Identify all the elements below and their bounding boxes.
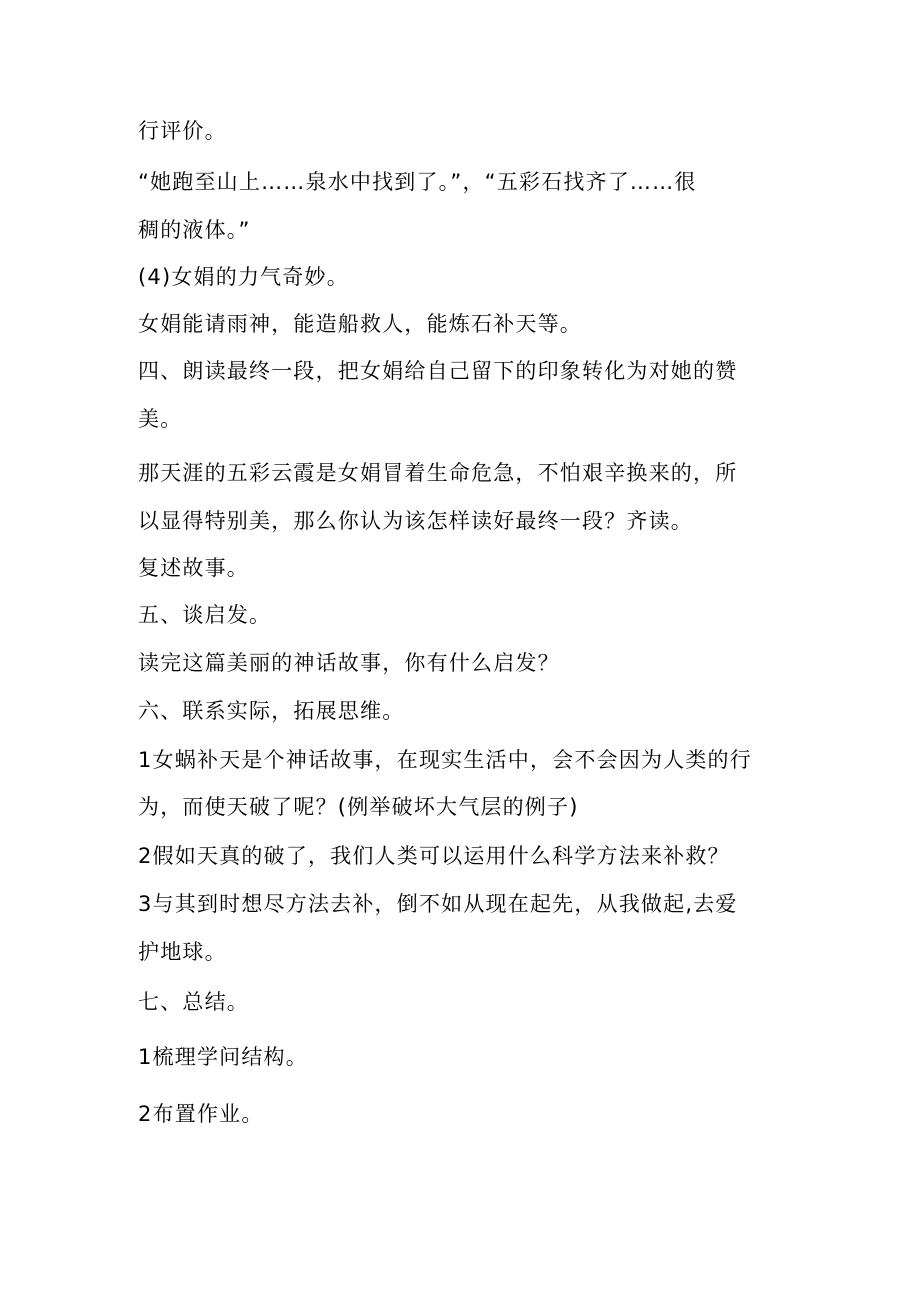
heading-section-four-end: 美。 [138,407,183,431]
list-item-1-end: 为，而使天破了呢？(例举破坏大气层的例子) [138,795,579,819]
list-item-3: 3与其到时想尽方法去补，倒不如从现在起先，从我做起,去爱 [138,892,738,916]
list-item-2: 2假如天真的破了，我们人类可以运用什么科学方法来补救？ [138,844,730,868]
text-line-strength: (4)女娟的力气奇妙。 [138,265,349,289]
text-line-clouds: 那天涯的五彩云霞是女娟冒着生命危急，不怕艰辛换来的，所 [138,461,738,485]
heading-section-four: 四、朗读最终一段，把女娟给自己留下的印象转化为对她的赞 [138,359,738,383]
text-line-clouds-end: 以显得特别美，那么你认为该怎样读好最终一段？齐读。 [138,509,693,533]
text-line-abilities: 女娟能请雨神，能造船救人，能炼石补天等。 [138,312,582,336]
text-line-inspiration: 读完这篇美丽的神话故事，你有什么启发？ [138,651,560,675]
list-item-1: 1女蜗补天是个神话故事，在现实生活中，会不会因为人类的行 [138,748,752,772]
text-line-evaluation: 行评价。 [138,119,227,143]
summary-item-2: 2布置作业。 [138,1102,264,1126]
list-item-3-end: 护地球。 [138,940,227,964]
heading-section-six: 六、联系实际，拓展思维。 [138,699,405,723]
heading-section-seven: 七、总结。 [138,990,249,1014]
text-line-quote: “她跑至山上……泉水中找到了。”，“五彩石找齐了……很 [138,170,697,194]
summary-item-1: 1梳理学问结构。 [138,1045,308,1069]
text-line-quote-end: 稠的液体。” [138,218,251,242]
text-line-retell: 复述故事。 [138,556,249,580]
heading-section-five: 五、谈启发。 [138,603,272,627]
